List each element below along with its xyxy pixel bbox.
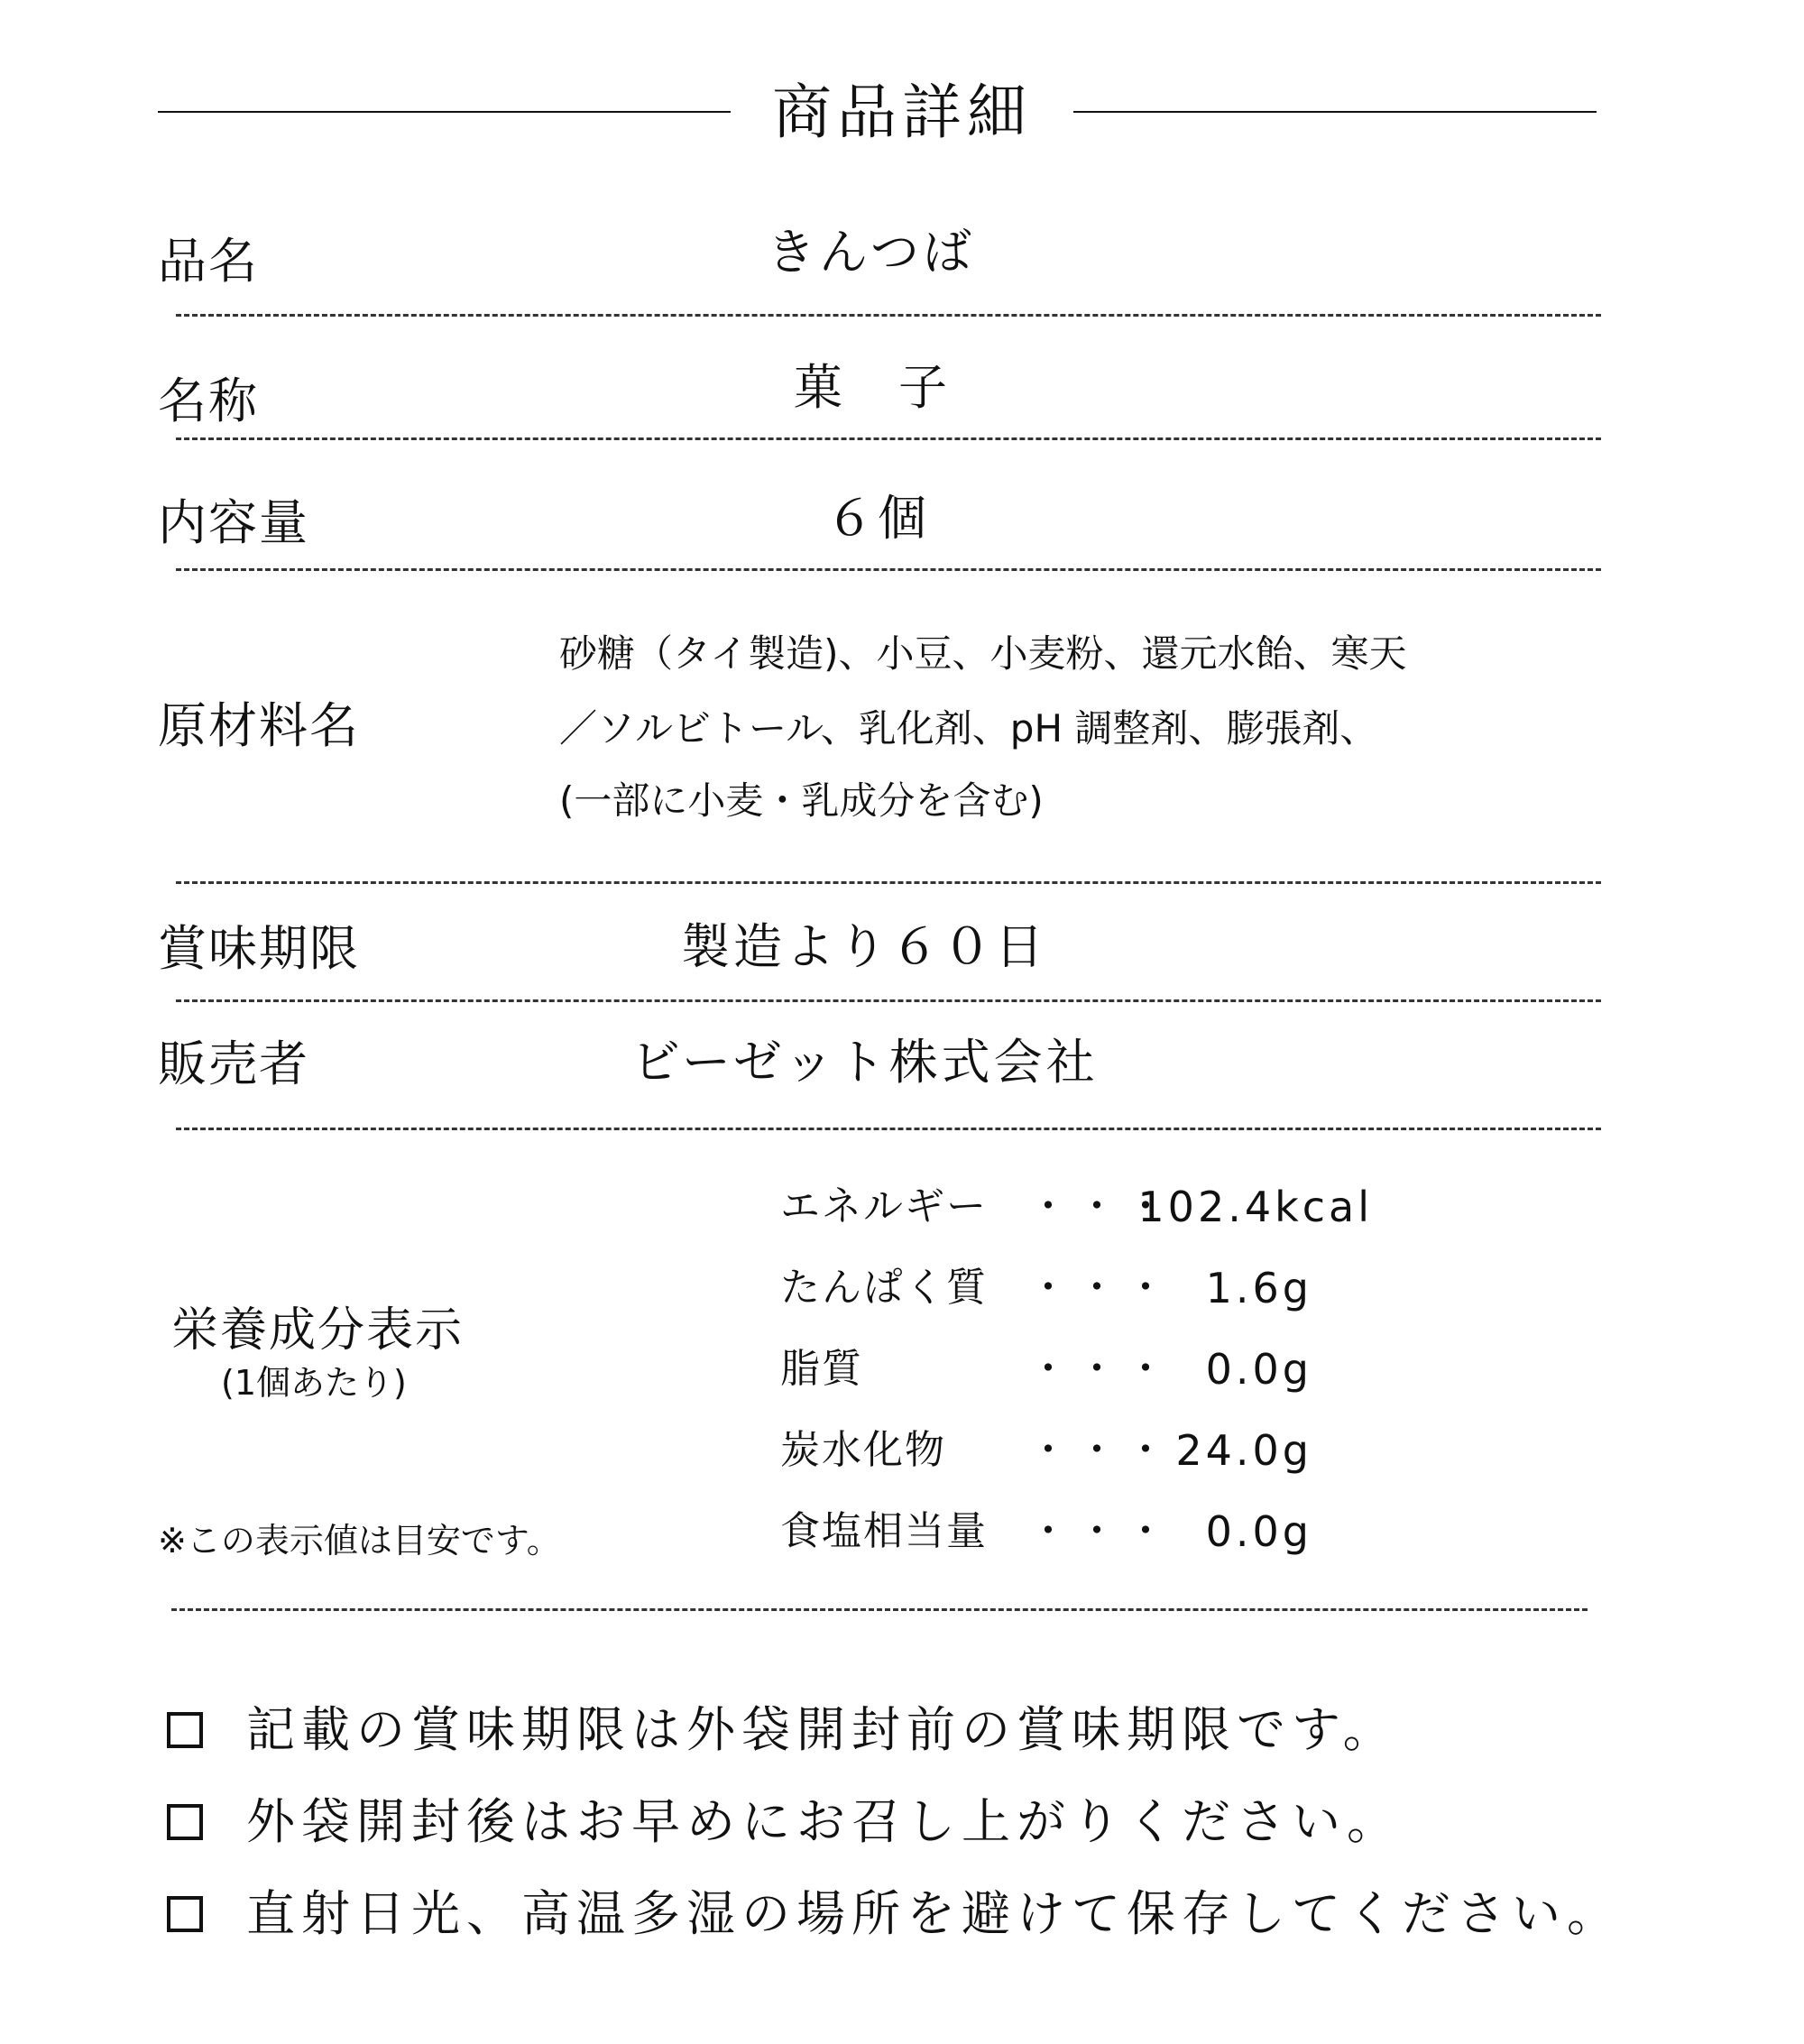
page-title: 商品詳細	[772, 78, 1032, 147]
separator	[176, 568, 1601, 571]
separator	[176, 999, 1601, 1002]
nutrition-dots: ・・・	[1028, 1427, 1174, 1473]
title-line-left	[158, 111, 731, 113]
nutrition-dots: ・・・	[1028, 1346, 1174, 1392]
seller-label: 販売者	[158, 1036, 309, 1092]
separator	[176, 1128, 1601, 1130]
title-line-right	[1073, 111, 1597, 113]
separator	[176, 881, 1601, 884]
nutrition-item-name: エネルギー	[780, 1183, 988, 1229]
nutrition-dots: ・・・	[1028, 1183, 1174, 1229]
nutrition-item-name: たんぱく質	[780, 1265, 988, 1311]
nutrition-dots: ・・・	[1028, 1508, 1174, 1554]
ingredients-line-1: 砂糖（タイ製造)、小豆、小麦粉、還元水飴、寒天	[559, 631, 1407, 676]
nutrition-item-value: 0.0g	[1205, 1507, 1312, 1556]
product-name-value: きんつば	[767, 224, 975, 281]
nutrition-item-name: 食塩相当量	[780, 1508, 988, 1554]
nutrition-item-value: 24.0g	[1175, 1426, 1312, 1475]
checkbox-icon	[167, 1804, 203, 1840]
notice-text: 記載の賞味期限は外袋開封前の賞味期限です。	[246, 1701, 1398, 1758]
product-name-label: 品名	[158, 233, 259, 290]
nutrition-note: ※この表示値は目安です。	[158, 1521, 561, 1561]
seller-value: ビーゼット株式会社	[631, 1034, 1099, 1091]
nutrition-item-value: 0.0g	[1205, 1345, 1312, 1394]
separator	[171, 1608, 1588, 1611]
content-label: 内容量	[158, 494, 309, 551]
ingredients-line-2: ／ソルビトール、乳化剤、pH 調整剤、膨張剤、	[559, 706, 1378, 750]
notice-text: 直射日光、高温多湿の場所を避けて保存してください。	[246, 1885, 1622, 1942]
separator	[176, 314, 1601, 317]
name-value: 菓 子	[794, 359, 951, 416]
ingredients-label: 原材料名	[158, 697, 360, 754]
notice-item	[167, 1878, 1622, 1950]
content-value: ６個	[825, 490, 930, 547]
nutrition-sublabel: (1個あたり)	[221, 1363, 407, 1403]
name-label: 名称	[158, 373, 259, 429]
notice-text: 外袋開封後はお早めにお召し上がりください。	[246, 1793, 1402, 1850]
notice-item	[167, 1786, 1402, 1858]
nutrition-item-value: 1.6g	[1205, 1264, 1312, 1312]
best-before-value: 製造より６０日	[681, 918, 1047, 975]
checkbox-icon	[167, 1712, 203, 1748]
separator	[176, 437, 1601, 440]
ingredients-line-3: (一部に小麦・乳成分を含む)	[559, 778, 1044, 823]
checkbox-icon	[167, 1896, 203, 1932]
nutrition-item-name: 脂質	[780, 1346, 863, 1392]
nutrition-dots: ・・・	[1028, 1265, 1174, 1311]
best-before-label: 賞味期限	[158, 920, 360, 977]
nutrition-label: 栄養成分表示	[171, 1303, 465, 1358]
nutrition-item-value: 102.4kcal	[1137, 1183, 1373, 1231]
notice-item	[167, 1694, 1398, 1766]
nutrition-item-name: 炭水化物	[780, 1427, 946, 1473]
